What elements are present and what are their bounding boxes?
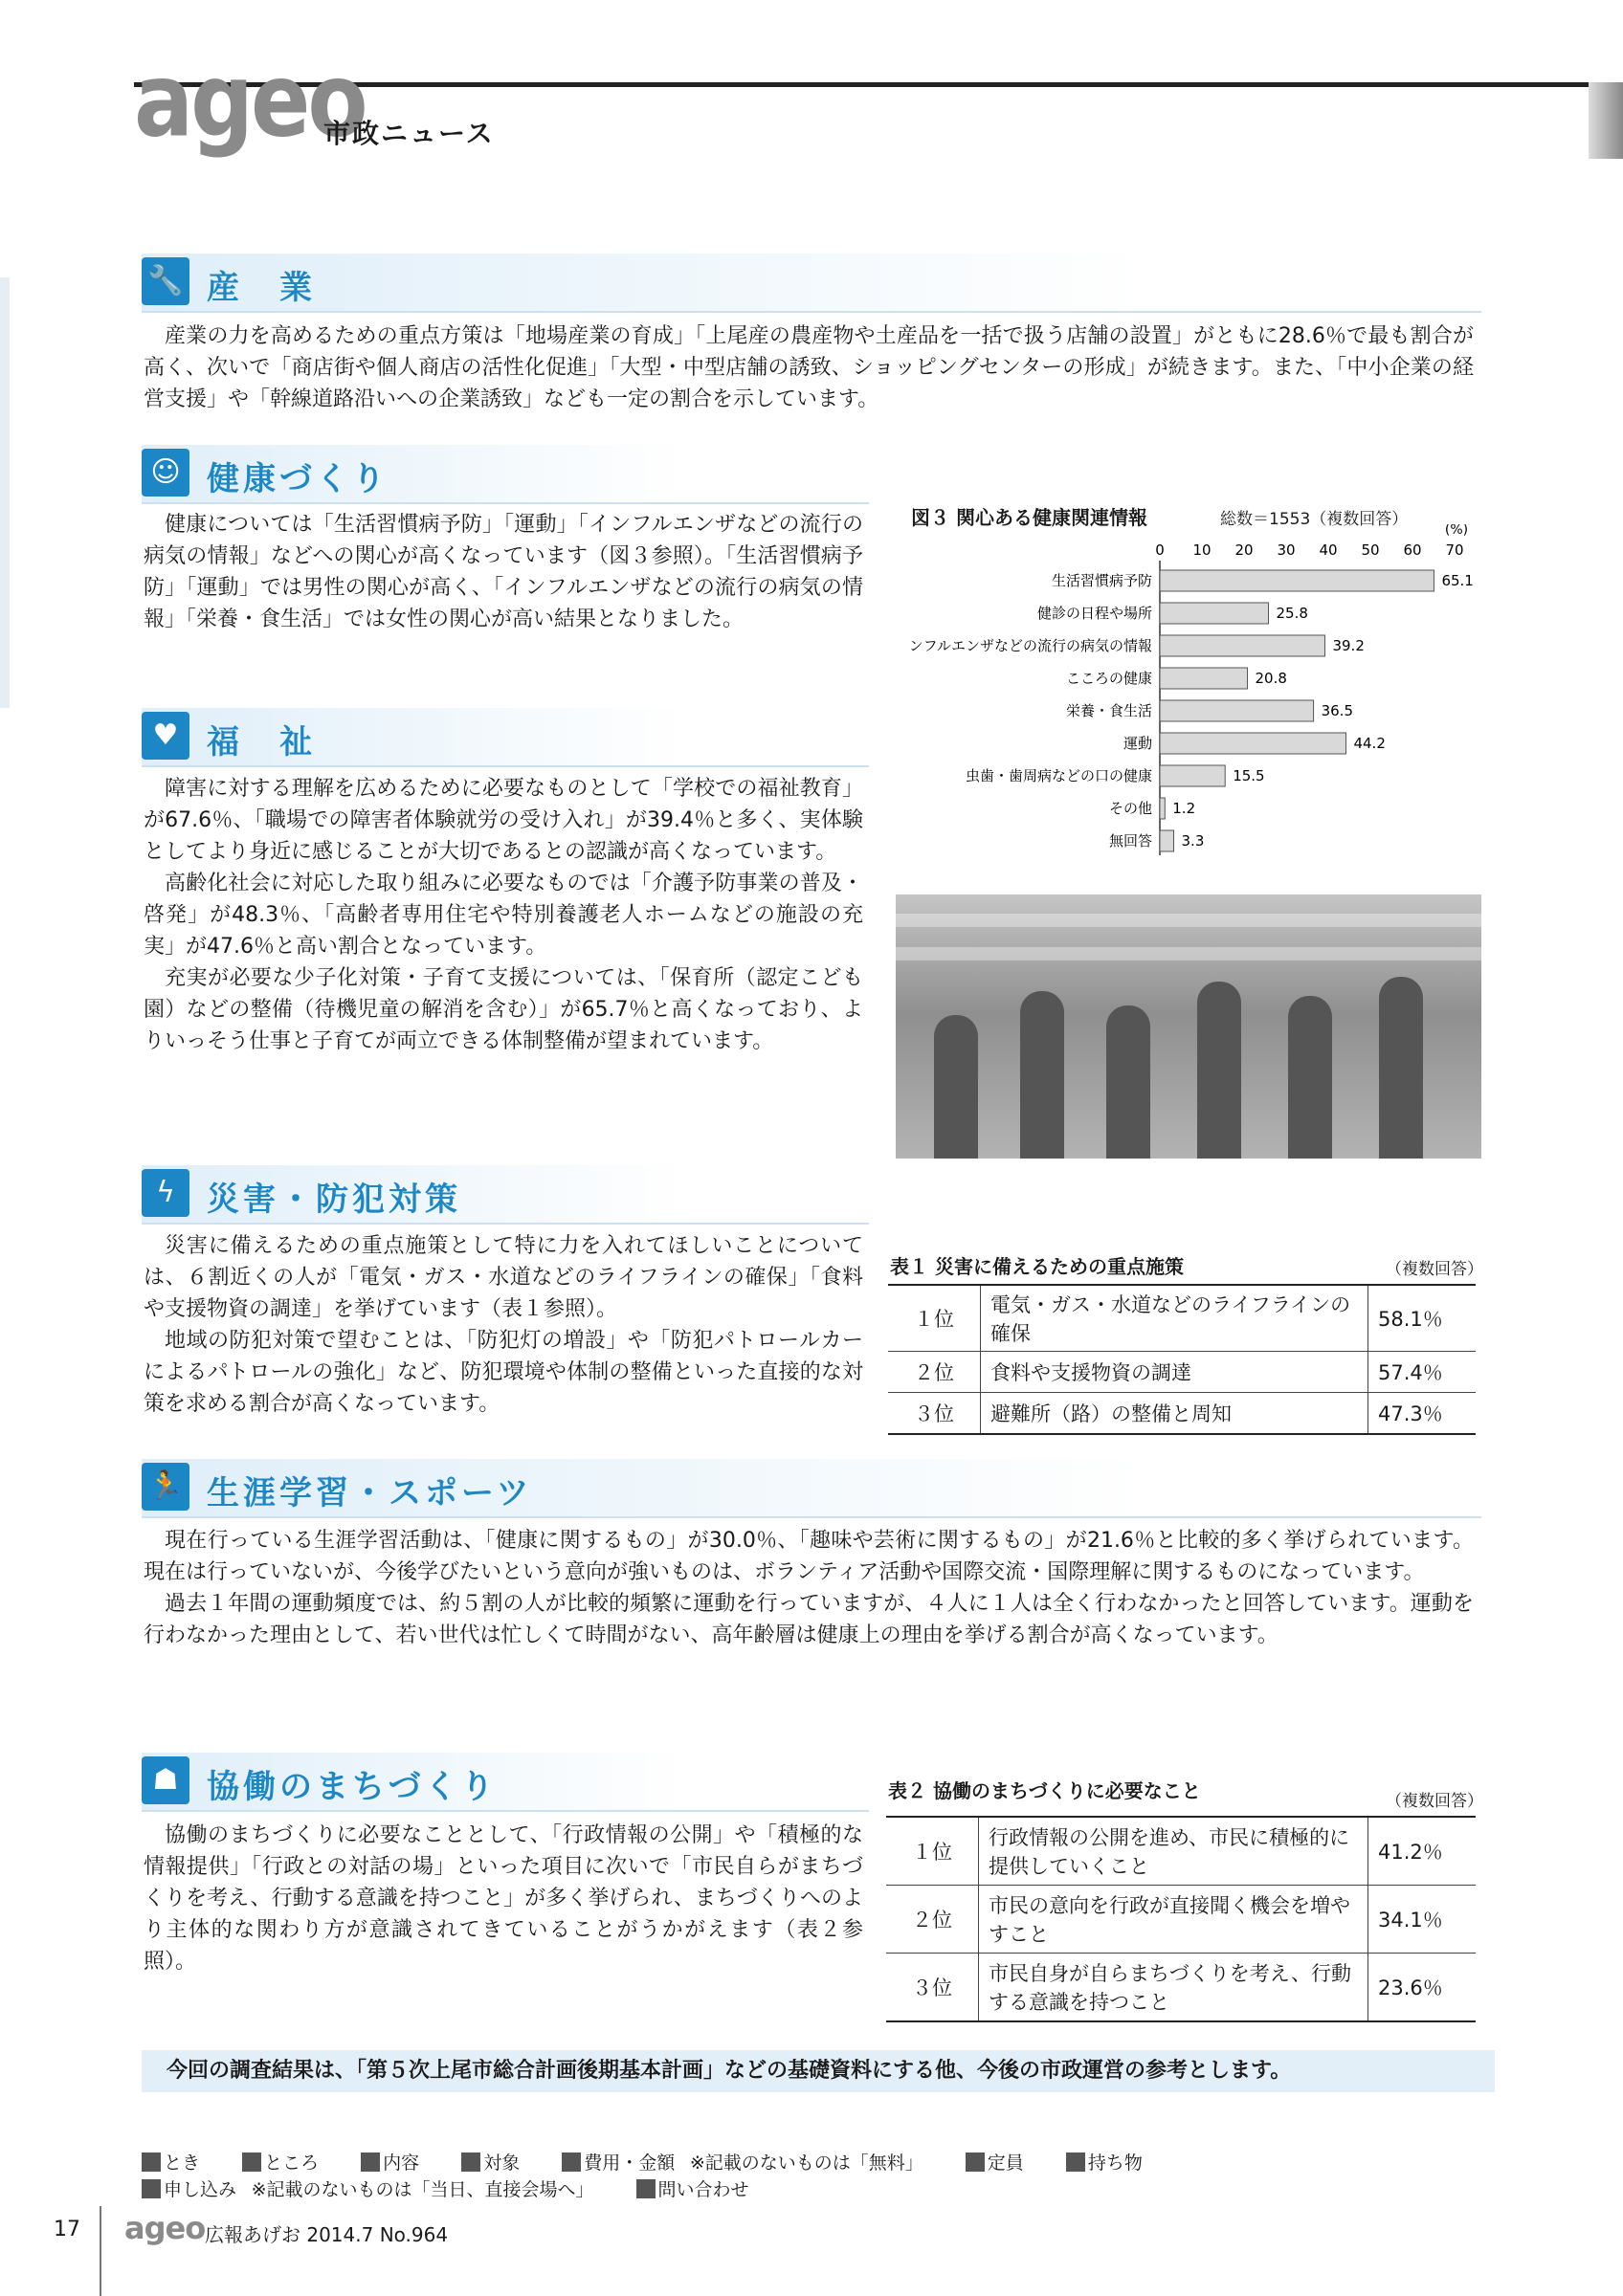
wrench-icon: 🔧 — [142, 257, 189, 305]
table-row — [888, 1393, 1476, 1435]
section-title-learning: 生涯学習・スポーツ — [207, 1474, 533, 1512]
category-label: こころの健康 — [1065, 670, 1152, 687]
photo-window-band — [896, 947, 1481, 960]
bar — [1160, 733, 1345, 754]
value-label: 65.1 — [1441, 572, 1474, 589]
bar — [1160, 830, 1174, 851]
table1 — [888, 1284, 1476, 1435]
legend-label: 申し込み — [164, 2179, 237, 2200]
page-number: 17 — [54, 2218, 80, 2241]
value-label: 1.2 — [1172, 800, 1196, 817]
value-label: 3.3 — [1181, 832, 1205, 850]
paragraph: 地域の防犯対策で望むことは、「防犯灯の増設」や「防犯パトロールカーによるパトロールの強化」など、防犯環境や体制の整備といった直接的な対策を求める割合が高くなっています。 — [144, 1329, 863, 1416]
figure3-chart — [909, 524, 1483, 907]
value-label: 39.2 — [1332, 637, 1365, 654]
x-tick-label: 70 — [1445, 541, 1464, 559]
legend-key-icon — [636, 2179, 656, 2198]
closing-note: 今回の調査結果は、「第５次上尾市総合計画後期基本計画」などの基礎資料にする他、今後の市政運営の参考とします。 — [142, 2050, 1495, 2092]
category-label: 運動 — [1123, 735, 1152, 752]
section-title-industry: 産 業 — [207, 269, 316, 307]
table-cell-item: 食料や支援物資の調達 — [981, 1352, 1368, 1393]
legend-label: 内容 — [383, 2152, 420, 2174]
section-body-cooperation — [144, 1820, 863, 1977]
value-label: 44.2 — [1353, 735, 1386, 752]
section-header-welfare — [142, 708, 869, 767]
ageo-logo: ageo — [134, 41, 366, 160]
x-tick-label: 60 — [1403, 541, 1422, 559]
value-label: 25.8 — [1276, 605, 1308, 622]
photo-person — [1197, 982, 1241, 1159]
category-label: 健診の日程や場所 — [1036, 605, 1152, 622]
smile-icon: ☺ — [142, 449, 189, 497]
table-cell-rank: ２位 — [888, 1352, 981, 1393]
category-label: 生活習慣病予防 — [1051, 572, 1152, 589]
section-header-health — [142, 445, 869, 504]
section-body-disaster — [144, 1230, 863, 1420]
section-body-health — [144, 509, 863, 635]
table-cell-percent: 41.2％ — [1368, 1817, 1477, 1886]
table-cell-item: 避難所（路）の整備と周知 — [981, 1393, 1368, 1435]
axis-unit-label: (%) — [1444, 524, 1469, 538]
footer-rule — [100, 2206, 101, 2296]
section-title-disaster: 災害・防犯対策 — [207, 1181, 461, 1219]
table-row — [886, 1886, 1476, 1954]
legend-label: 対象 — [483, 2152, 521, 2174]
table-cell-item: 行政情報の公開を進め、市民に積極的に提供していくこと — [979, 1817, 1368, 1886]
table-cell-percent: 47.3％ — [1368, 1393, 1477, 1435]
legend-key-icon — [562, 2152, 581, 2172]
x-tick-label: 40 — [1319, 541, 1338, 559]
section-title-cooperation: 協働のまちづくり — [207, 1768, 498, 1806]
legend-label: ※記載のないものは「当日、直接会場へ」 — [251, 2179, 594, 2200]
bar — [1160, 798, 1165, 819]
table-cell-percent: 23.6％ — [1368, 1954, 1477, 2022]
table2 — [886, 1816, 1476, 2022]
photo-person — [1020, 991, 1064, 1159]
category-label: 無回答 — [1108, 832, 1152, 850]
table-row — [886, 1817, 1476, 1886]
footer-logo: ageo — [124, 2210, 206, 2246]
bar — [1160, 603, 1269, 624]
paragraph: 現在行っている生涯学習活動は、「健康に関するもの」が30.0％、「趣味や芸術に関するもの」が21.6％と比較的多く挙げられています。現在は行っていないが、今後学びたいという意向が強いものは、ボランティア活動や国際交流・国際理解に関するものになっています。 — [144, 1529, 1474, 1584]
table2-title: 表２ 協働のまちづくりに必要なこと — [888, 1779, 1201, 1802]
table1-note: （複数回答） — [1386, 1260, 1483, 1279]
paragraph: 協働のまちづくりに必要なこととして、「行政情報の公開」や「積極的な情報提供」「行政との対話の場」といった項目に次いで「市民自らがまちづくりを考え、行動する意識を持つこと」が多く挙げられ、まちづくりへのより主体的な関わり方が意識されてきていることがうかがえます（表２参照）。 — [144, 1823, 863, 1974]
section-title-welfare: 福 祉 — [207, 723, 316, 762]
x-tick-label: 20 — [1234, 541, 1254, 559]
paragraph: 障害に対する理解を広めるために必要なものとして「学校での福祉教育」が67.6％、「職場での障害者体験就労の受け入れ」が39.4％と多く、実体験としてより身近に感じることが大切であるとの認識が高くなっています。 — [144, 777, 863, 864]
masthead-title: 市政ニュース — [323, 118, 495, 149]
table-cell-rank: １位 — [886, 1817, 979, 1886]
table-cell-item: 市民の意向を行政が直接聞く機会を増やすこと — [979, 1886, 1368, 1954]
section-header-disaster — [142, 1165, 869, 1225]
table-cell-percent: 57.4％ — [1368, 1352, 1477, 1393]
photo-person — [934, 1015, 978, 1159]
table-cell-item: 市民自身が自らまちづくりを考え、行動する意識を持つこと — [979, 1954, 1368, 2022]
legend-label: ところ — [264, 2152, 320, 2174]
table-cell-rank: ３位 — [888, 1393, 981, 1435]
category-label: その他 — [1108, 800, 1152, 817]
section-body-learning — [144, 1525, 1474, 1651]
bar — [1160, 668, 1248, 689]
paragraph: 健康については「生活習慣病予防」「運動」「インフルエンザなどの流行の病気の情報」などへの関心が高くなっています（図３参照）。「生活習慣病予防」「運動」では男性の関心が高く、「インフルエンザなどの流行の病気の情報」「栄養・食生活」では女性の関心が高い結果となりました。 — [144, 513, 863, 631]
issue-info: 広報あげお 2014.7 No.964 — [205, 2223, 449, 2246]
masthead-shadow — [1589, 82, 1623, 159]
section-body-welfare — [144, 773, 863, 1057]
value-label: 15.5 — [1233, 767, 1265, 784]
legend-key-icon — [142, 2179, 161, 2198]
paragraph: 災害に備えるための重点施策として特に力を入れてほしいことについては、６割近くの人が「電気・ガス・水道などのライフラインの確保」「食料や支援物資の調達」を挙げています（表１参照）。 — [144, 1234, 863, 1321]
category-label: 栄養・食生活 — [1065, 702, 1152, 719]
figure3-title: 図３ 関心ある健康関連情報 — [911, 506, 1147, 529]
x-tick-label: 50 — [1361, 541, 1380, 559]
table-cell-item: 電気・ガス・水道などのライフラインの確保 — [981, 1285, 1368, 1352]
exercise-class-photo — [896, 894, 1481, 1159]
section-body-industry — [144, 320, 1474, 415]
person-board-icon: ☗ — [142, 1756, 189, 1804]
table-row — [886, 1954, 1476, 2022]
legend-label: とき — [164, 2152, 201, 2174]
table1-title: 表１ 災害に備えるための重点施策 — [890, 1255, 1184, 1278]
running-person-icon: 🏃 — [142, 1463, 189, 1511]
x-tick-label: 30 — [1277, 541, 1296, 559]
figure3-bar-chart — [909, 524, 1483, 907]
section-header-industry — [142, 254, 1481, 313]
legend-key-icon — [1066, 2152, 1085, 2172]
hands-heart-icon: ♥ — [142, 712, 189, 760]
category-label: 虫歯・歯周病などの口の健康 — [965, 767, 1152, 784]
lightning-icon: ϟ — [142, 1169, 189, 1217]
photo-person — [1288, 996, 1332, 1159]
photo-window-band — [896, 914, 1481, 927]
table2-note: （複数回答） — [1386, 1792, 1483, 1811]
legend-label: 費用・金額 — [584, 2152, 676, 2174]
legend-key-icon — [361, 2152, 380, 2172]
table-cell-rank: ２位 — [886, 1886, 979, 1954]
legend-label: ※記載のないものは「無料」 — [689, 2152, 923, 2174]
bar — [1160, 700, 1314, 721]
paragraph: 過去１年間の運動頻度では、約５割の人が比較的頻繁に運動を行っていますが、４人に１人は全く行わなかったと回答しています。運動を行わなかった理由として、若い世代は忙しくて時間がない、高年齢層は健康上の理由を挙げる割合が高くなっています。 — [144, 1592, 1474, 1647]
value-label: 20.8 — [1255, 670, 1287, 687]
photo-person — [1379, 977, 1423, 1159]
legend-key-icon — [142, 2152, 161, 2172]
legend-label: 持ち物 — [1087, 2152, 1143, 2174]
bar — [1160, 635, 1324, 656]
legend-row-2 — [142, 2175, 749, 2201]
paragraph: 充実が必要な少子化対策・子育て支援については、「保育所（認定こども園）などの整備（待機児童の解消を含む）」が65.7％と高くなっており、よりいっそう仕事と子育てが両立できる体制整備が望まれています。 — [144, 966, 863, 1053]
legend-key-icon — [461, 2152, 480, 2172]
x-tick-label: 10 — [1192, 541, 1212, 559]
table-cell-percent: 34.1％ — [1368, 1886, 1477, 1954]
paragraph: 高齢化社会に対応した取り組みに必要なものでは「介護予防事業の普及・啓発」が48.3％、「高齢者専用住宅や特別養護老人ホームなどの施設の充実」が47.6％と高い割合となっています。 — [144, 872, 863, 959]
page-edge-tab — [0, 277, 10, 708]
table-row — [888, 1285, 1476, 1352]
table-row — [888, 1352, 1476, 1393]
table-cell-rank: ３位 — [886, 1954, 979, 2022]
table-cell-rank: １位 — [888, 1285, 981, 1352]
section-title-health: 健康づくり — [207, 460, 389, 498]
table-cell-percent: 58.1％ — [1368, 1285, 1477, 1352]
x-tick-label: 0 — [1155, 541, 1165, 559]
bar — [1160, 765, 1225, 786]
bar — [1160, 570, 1434, 591]
figure3-note: 総数＝1553（複数回答） — [1220, 510, 1409, 529]
section-header-learning — [142, 1459, 1481, 1518]
legend-label: 問い合わせ — [657, 2179, 749, 2200]
legend-key-icon — [242, 2152, 261, 2172]
legend-row-1 — [142, 2149, 1143, 2175]
paragraph: 産業の力を高めるための重点方策は「地場産業の育成」「上尾産の農産物や土産品を一括で扱う店舗の設置」がともに28.6％で最も割合が高く、次いで「商店街や個人商店の活性化促進」「大型・中型店舗の誘致、ショッピングセンターの形成」が続きます。また、「中小企業の経営支援」や「幹線道路沿いへの企業誘致」なども一定の割合を示しています。 — [144, 324, 1474, 411]
legend-label: 定員 — [987, 2152, 1024, 2174]
section-header-cooperation — [142, 1753, 869, 1812]
legend-key-icon — [966, 2152, 985, 2172]
value-label: 36.5 — [1321, 702, 1354, 719]
photo-person — [1106, 1005, 1150, 1159]
category-label: インフルエンザなどの流行の病気の情報 — [909, 637, 1152, 654]
